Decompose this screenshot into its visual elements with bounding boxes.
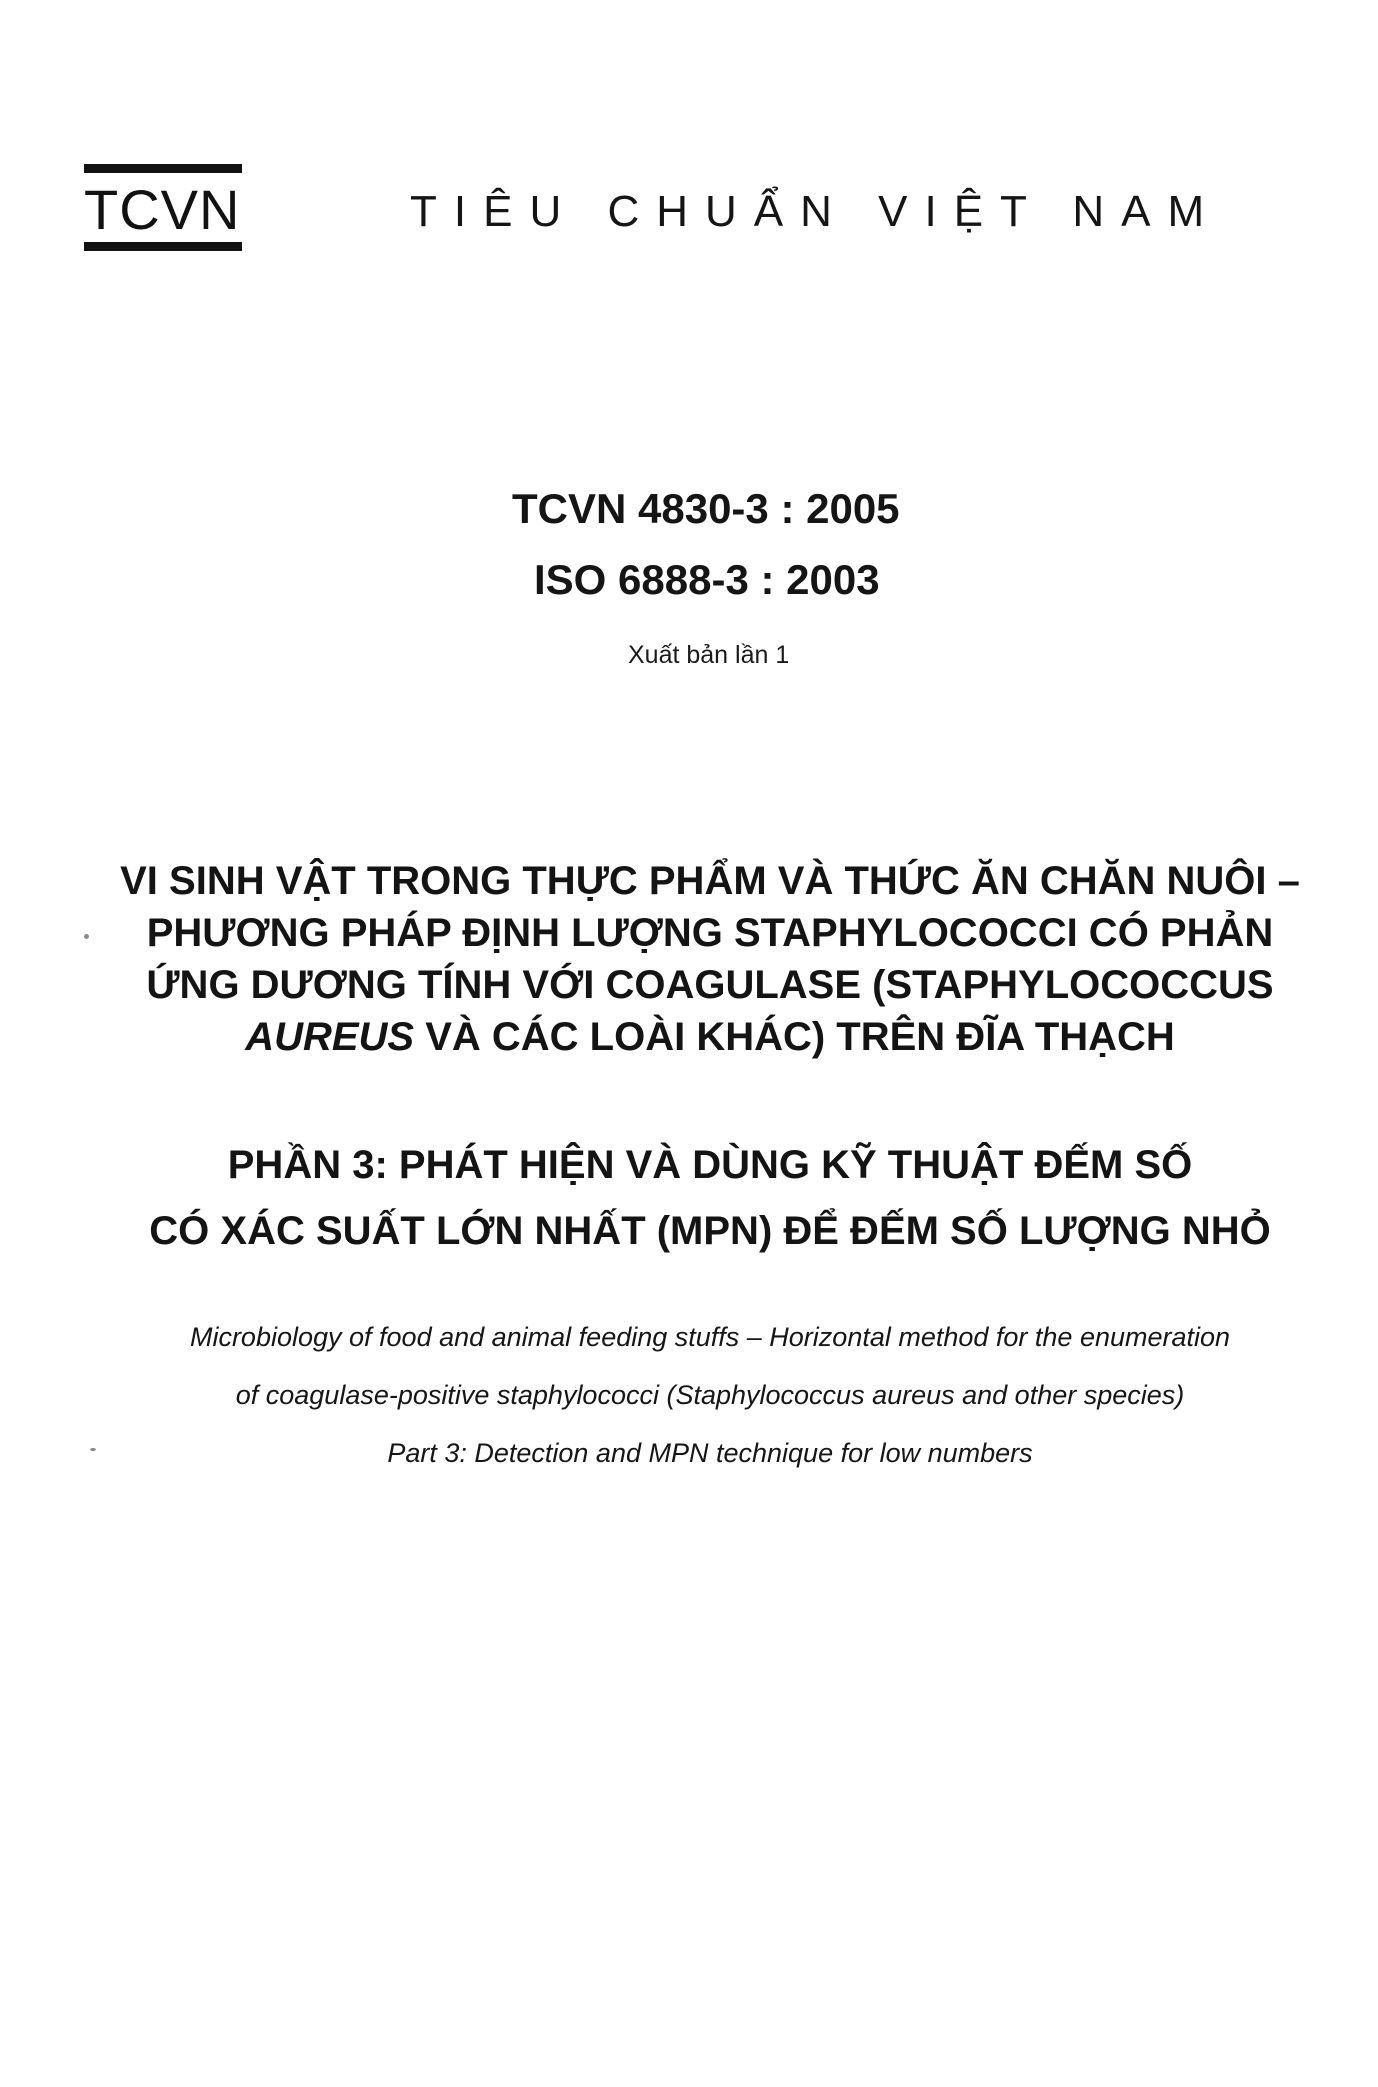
series-title: TIÊU CHUẨN VIỆT NAM (410, 187, 1222, 236)
vietnamese-part-line-1: PHẦN 3: PHÁT HIỆN VÀ DÙNG KỸ THUẬT ĐẾM SỐ (227, 1143, 1193, 1187)
vietnamese-part-title (80, 1132, 1340, 1264)
scan-speck (90, 1448, 96, 1451)
english-title (80, 1308, 1340, 1482)
iso-standard-number: ISO 6888-3 : 2003 (534, 556, 880, 603)
english-title-line-2: of coagulase-positive staphylococci (Staphylococcus aureus and other species) (235, 1380, 1185, 1410)
vietnamese-title-line-1: VI SINH VẬT TRONG THỰC PHẨM VÀ THỨC ĂN CHĂN NUÔI – (120, 859, 1300, 903)
edition-note: Xuất bản lần 1 (628, 641, 790, 669)
vietnamese-title-line-4-rest: VÀ CÁC LOÀI KHÁC) TRÊN ĐĨA THẠCH (414, 1015, 1175, 1059)
tcvn-standard-number: TCVN 4830-3 : 2005 (512, 485, 900, 532)
logo-text: TCVN (84, 178, 241, 241)
vietnamese-title-line-2: PHƯƠNG PHÁP ĐỊNH LƯỢNG STAPHYLOCOCCI CÓ PHẢN (146, 911, 1274, 955)
vietnamese-title (80, 856, 1340, 1062)
tcvn-logo (84, 160, 244, 256)
english-part-title: Part 3: Detection and MPN technique for low numbers (387, 1438, 1033, 1468)
english-title-line-1: Microbiology of food and animal feeding stuffs – Horizontal method for the enumeration (189, 1322, 1231, 1352)
logo-bottom-bar (84, 242, 242, 251)
logo-top-bar (84, 164, 242, 173)
vietnamese-title-line-3: ỨNG DƯƠNG TÍNH VỚI COAGULASE (STAPHYLOCOCCUS (146, 963, 1274, 1007)
scan-speck (84, 934, 89, 939)
vietnamese-title-line-4 (80, 1012, 1340, 1062)
vietnamese-part-line-2: CÓ XÁC SUẤT LỚN NHẤT (MPN) ĐỂ ĐẾM SỐ LƯỢNG NHỎ (149, 1209, 1271, 1253)
species-name-italic: AUREUS (245, 1015, 415, 1059)
